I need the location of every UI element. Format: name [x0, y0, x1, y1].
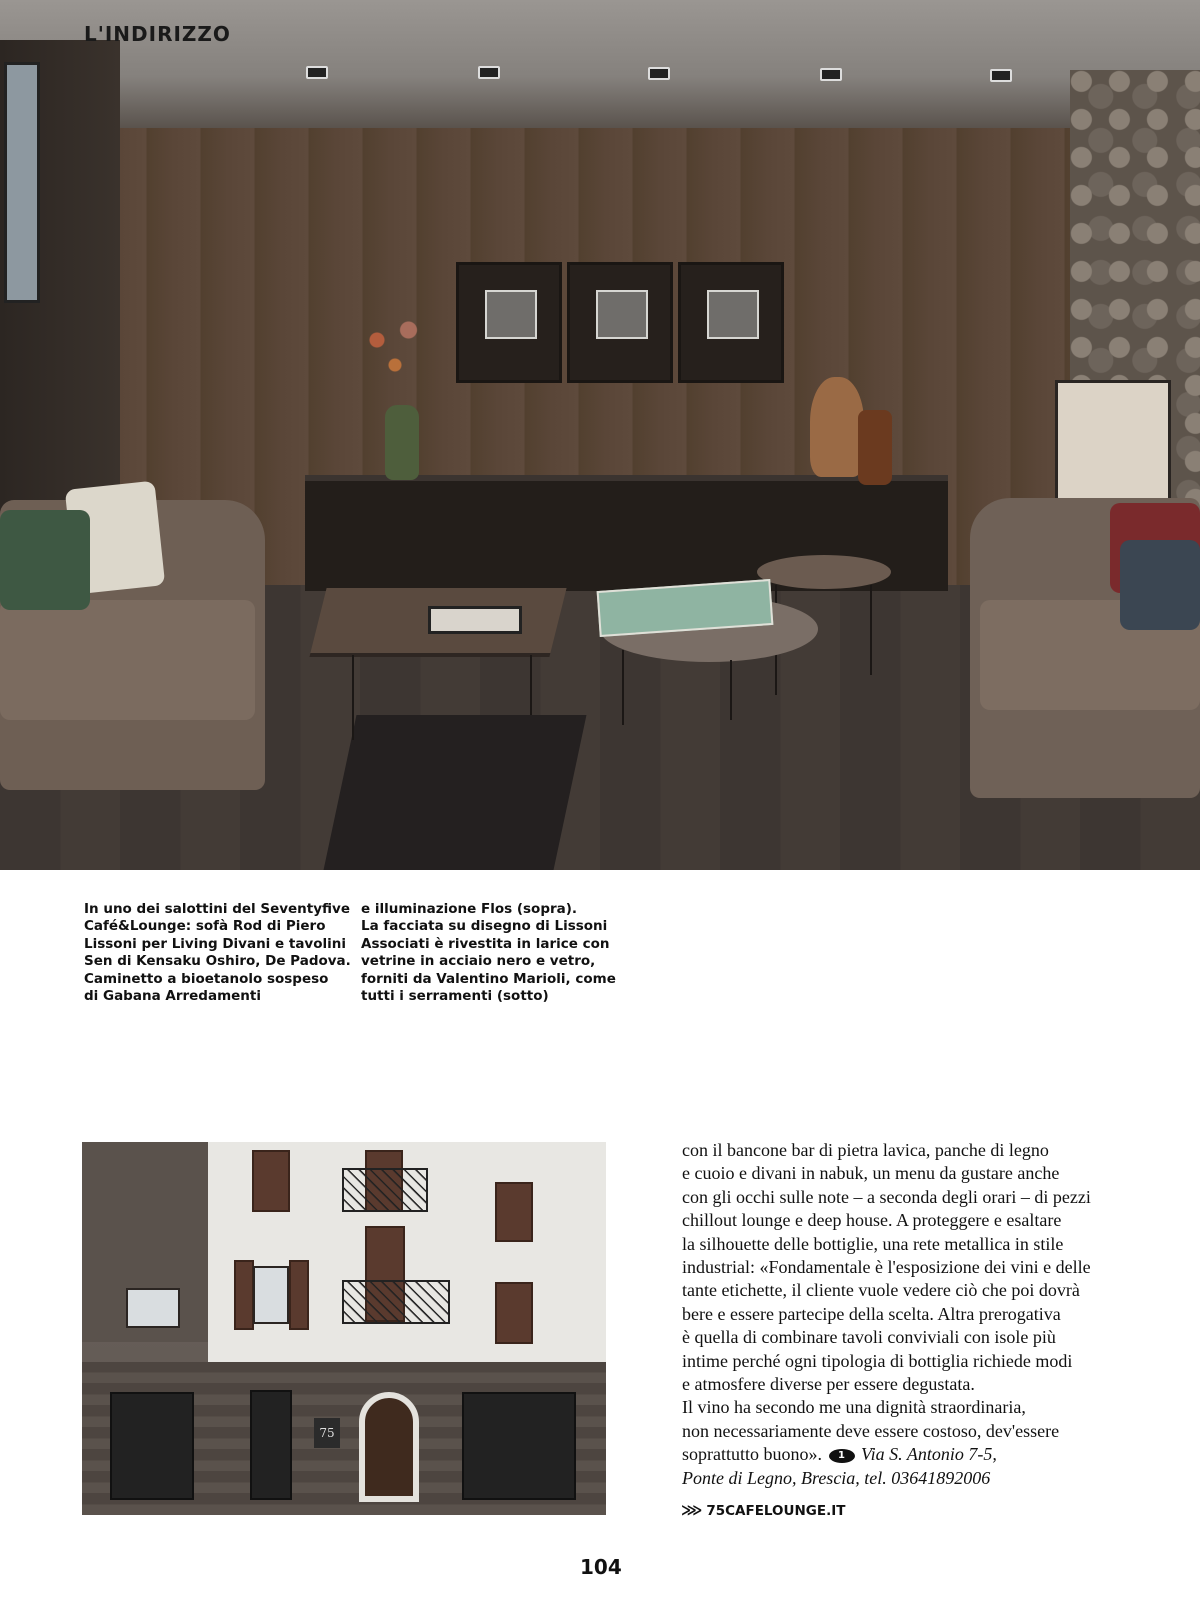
cushion [1120, 540, 1200, 630]
body-line: Il vino ha secondo me una dignità straordinaria, [682, 1397, 1026, 1418]
body-line: intime perché ogni tipologia di bottiglia richiede modi [682, 1350, 1073, 1371]
cushion [0, 510, 90, 610]
vitrine-artwork [707, 290, 759, 339]
window-shutter [252, 1150, 290, 1212]
caption-line: Café&Lounge: sofà Rod di Piero [84, 918, 326, 935]
body-line: chillout lounge e deep house. A proteggere e esaltare [682, 1210, 1062, 1231]
ceiling-light [990, 69, 1012, 82]
balcony-railing [342, 1280, 450, 1324]
table-leg [530, 655, 532, 715]
body-line: bere e essere partecipe della scelta. Altra prerogativa [682, 1303, 1061, 1324]
body-line: industrial: «Fondamentale è l'esposizione dei vini e delle [682, 1257, 1091, 1278]
facade-photo [82, 1142, 606, 1515]
side-table [757, 555, 891, 589]
venue-sign: 75 [314, 1418, 340, 1448]
body-line: con il bancone bar di pietra lavica, panche di legno [682, 1140, 1049, 1160]
chevron-right-icon: ⋙ [681, 1501, 703, 1519]
window [4, 62, 40, 303]
body-line: con gli occhi sulle note – a seconda degli orari – di pezzi [682, 1186, 1091, 1207]
body-line: e atmosfere diverse per essere degustata. [682, 1374, 975, 1395]
table-leg [352, 655, 354, 740]
window-shutter [495, 1282, 533, 1344]
caption-line: In uno dei salottini del Seventyfive [84, 901, 351, 917]
caption-line: e illuminazione Flos (sopra). [361, 901, 578, 917]
wall-vitrine [567, 262, 673, 383]
caption-line: Caminetto a bioetanolo sospeso [84, 970, 329, 987]
page-number: 104 [580, 1555, 622, 1579]
ceiling-light [820, 68, 842, 81]
body-line-end: soprattutto buono». [682, 1444, 822, 1465]
article-body [682, 1139, 1102, 1490]
table-leg [622, 650, 624, 725]
map-pin-icon: 1 [829, 1449, 855, 1463]
website-link[interactable] [681, 1501, 845, 1519]
terracotta-jar [810, 377, 864, 477]
shop-window [250, 1390, 292, 1500]
shop-window [462, 1392, 576, 1500]
body-line: e cuoio e divani in nabuk, un menu da gustare anche [682, 1163, 1060, 1184]
body-line-address [682, 1443, 1102, 1466]
floor-shadow [324, 715, 587, 870]
caption-line: Lissoni per Living Divani e tavolini [84, 935, 346, 952]
ceiling [0, 0, 1200, 128]
amber-bottle [858, 410, 892, 485]
caption-line: di Gabana Arredamenti [84, 988, 261, 1005]
balcony-railing [342, 1168, 428, 1212]
vitrine-artwork [596, 290, 648, 339]
body-line: non necessariamente deve essere costoso, dev'essere [682, 1420, 1060, 1441]
caption-line: La facciata su disegno di Lissoni [361, 918, 608, 935]
address-street: Via S. Antonio 7-5, [861, 1444, 997, 1465]
dried-flowers [350, 310, 440, 410]
wall-vitrine [456, 262, 562, 383]
ceiling-light [478, 66, 500, 79]
arched-entrance [359, 1392, 419, 1502]
glass-vase [385, 405, 419, 480]
window [253, 1266, 289, 1324]
body-line: la silhouette delle bottiglie, una rete metallica in stile [682, 1233, 1064, 1254]
website-url: 75CAFELOUNGE.IT [706, 1503, 846, 1519]
caption-line: forniti da Valentino Marioli, come [361, 970, 616, 987]
caption-line: Associati è rivestita in larice con [361, 935, 610, 952]
body-line: tante etichette, il cliente vuole vedere ciò che poi dovrà [682, 1280, 1080, 1301]
caption-line: Sen di Kensaku Oshiro, De Padova. [84, 953, 351, 970]
photo-caption-column-1 [84, 901, 351, 1005]
ceiling-light [648, 67, 670, 80]
table-leg [870, 585, 872, 675]
address-city-phone: Ponte di Legno, Brescia, tel. 03641892006 [682, 1467, 991, 1488]
wall-vitrine [678, 262, 784, 383]
photo-caption-column-2 [361, 901, 623, 1005]
vitrine-artwork [485, 290, 537, 339]
body-line: è quella di combinare tavoli conviviali con isole più [682, 1327, 1056, 1348]
tray [428, 606, 522, 634]
window-shutter [289, 1260, 309, 1330]
window-shutter [234, 1260, 254, 1330]
window [126, 1288, 180, 1328]
ceiling-light [306, 66, 328, 79]
table-leg [730, 660, 732, 720]
section-label: L'INDIRIZZO [84, 22, 231, 46]
caption-line: tutti i serramenti (sotto) [361, 988, 549, 1005]
window-shutter [495, 1182, 533, 1242]
caption-line: vetrine in acciaio nero e vetro, [361, 953, 596, 970]
shop-window [110, 1392, 194, 1500]
sofa-left-seat [0, 600, 255, 720]
